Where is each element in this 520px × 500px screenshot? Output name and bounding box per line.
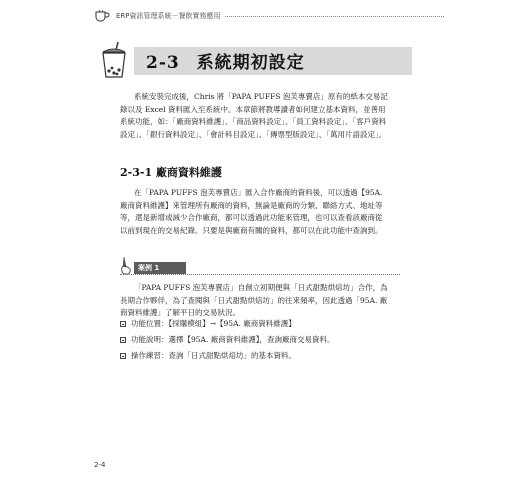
- pen-hand-icon: [120, 255, 134, 275]
- header-text: ERP資訊管理系統－餐飲實務應用: [116, 12, 221, 20]
- subsection-paragraph: 在「PAPA PUFFS 泡芙專賣店」匯入合作廠商的資料後，可以透過【95A. 廠商資料維護】來管理所有廠商的資料，無論是廠商的分類、聯絡方式、地址等等，還是新增或減少合作廠商，都可以透過此功能來管理，也可以查看該廠商從以前到現在的交易紀錄。只要是與廠商有關的資料，都可以在此功能中查詢到。: [120, 188, 383, 235]
- checkbox-bullet-icon: [120, 337, 126, 343]
- section-title: 系統期初設定: [196, 53, 305, 73]
- bullet-text: 功能說明：選擇【95A. 廠商資料維護】，查詢廠商交易資料。: [131, 335, 335, 344]
- bullet-text: 操作練習：查詢「日式甜點烘焙坊」的基本資料。: [131, 351, 296, 360]
- section-title-banner: [94, 40, 430, 80]
- running-header: [94, 8, 444, 24]
- checkbox-bullet-icon: [120, 321, 126, 327]
- section-number: 2-3: [146, 53, 180, 73]
- header-divider: [225, 16, 444, 17]
- section-heading: [146, 48, 305, 73]
- subsection-heading: 2-3-1 廠商資料維護: [120, 166, 222, 179]
- case-label: 案例 1: [134, 262, 186, 274]
- list-item: [120, 332, 400, 348]
- bullet-text: 功能位置：【採購模組】→【95A. 廠商資料維護】: [131, 319, 296, 328]
- checkbox-bullet-icon: [120, 353, 126, 359]
- coffee-cup-icon: [94, 10, 112, 22]
- intro-paragraph: 系統安裝完成後，Chris 將「PAPA PUFFS 泡芙專賣店」原有的紙本交易記錄以及 Excel 資料匯入至系統中。本章節將教導讀者如何建立基本資料，並善用系統功能，如：「廠商資料維護」、「商品資料設定」、「員工資料設定」、「客戶資料設定」、「銀行資料設定」、「會計科目設定」、「傳票型版設定」、「萬用片語設定」。: [120, 92, 388, 139]
- case-bullet-list: [120, 316, 400, 364]
- list-item: [120, 348, 400, 364]
- case-badge: [120, 255, 210, 275]
- bubble-tea-icon: [94, 40, 134, 80]
- page-number: 2-4: [94, 461, 106, 469]
- case-paragraph: 「PAPA PUFFS 泡芙專賣店」自創立初期便與「日式甜點烘焙坊」合作，為長期合作夥伴，為了查閱與「日式甜點烘焙坊」的往來頻率，因此透過「95A. 廠商資料維護」了解平日的交易狀況。: [120, 283, 388, 317]
- list-item: [120, 316, 400, 332]
- case-divider: [120, 274, 400, 275]
